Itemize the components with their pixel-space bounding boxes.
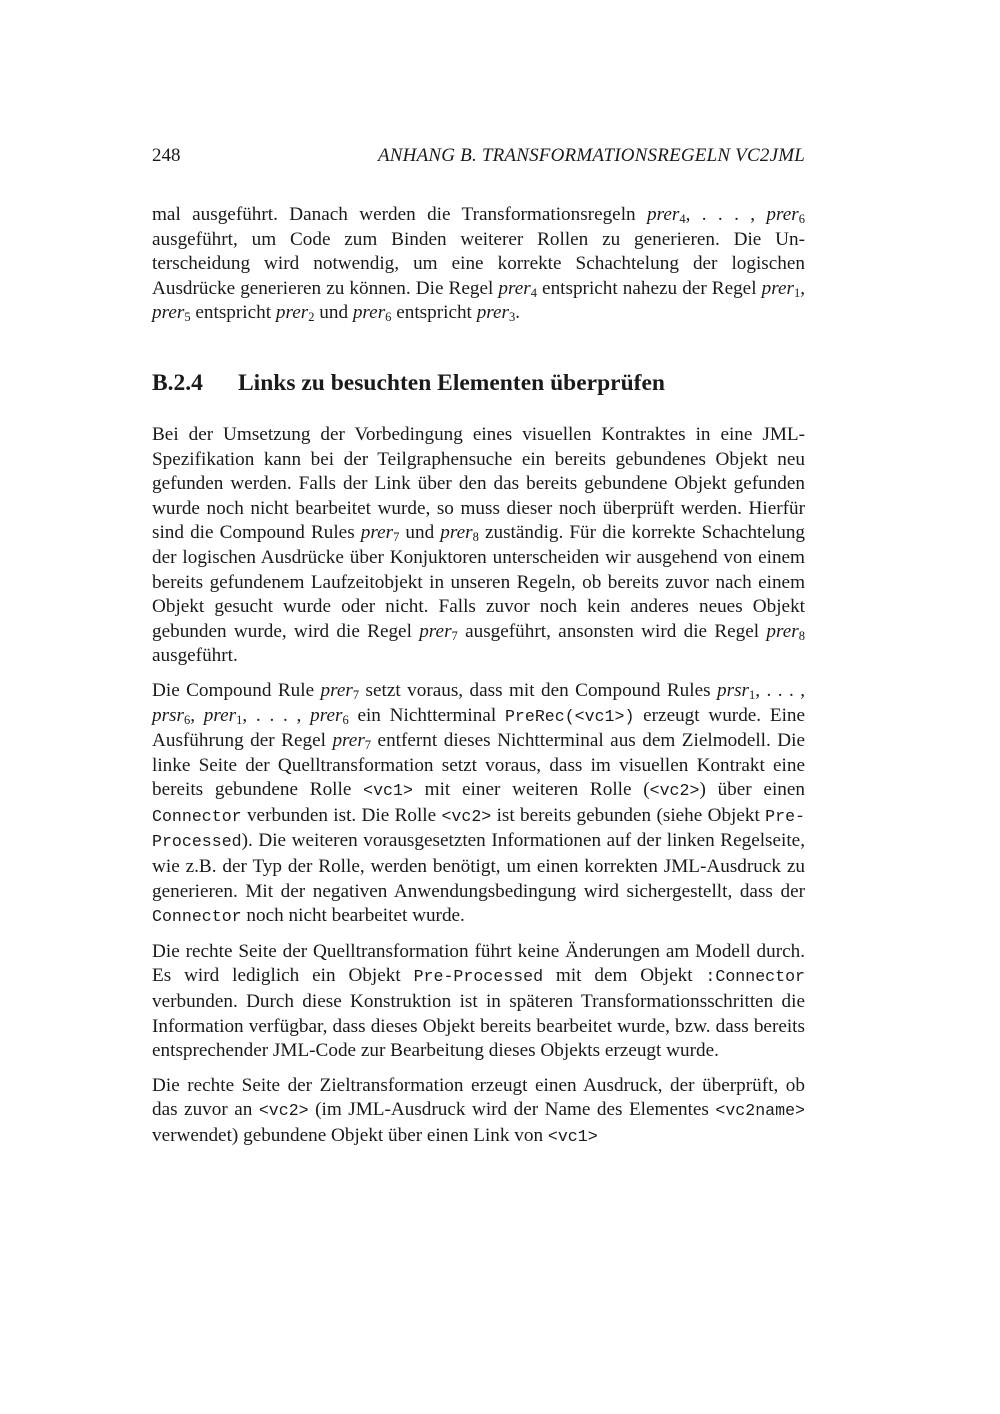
paragraph-right-side-source: Die rechte Seite der Quelltransformation führt keine Änderungen am Modell durch. Es wird lediglich ein Objekt Pre-Processed mit dem Objekt :Connector verbunden. Durch diese Konstruktion ist in späteren Transformationsschritten die Information verfügbar, dass dieses Objekt bereits bearbeitet wurde, bzw. dass bereits entsprechender JML-Code zur Bearbeitung dieses Objekts erzeugt wurde. — [152, 940, 805, 1062]
page-number: 248 — [152, 145, 181, 166]
running-title: ANHANG B. TRANSFORMATIONSREGELN VC2JML — [378, 145, 805, 166]
paragraph-right-side-target: Die rechte Seite der Zieltransformation erzeugt einen Ausdruck, der überprüft, ob das zuvor an <vc2> (im JML-Ausdruck wird der Name des Elementes <vc2name> verwendet) gebundene Objekt über einen Link von <vc1> — [152, 1074, 805, 1146]
page — [152, 145, 805, 1150]
paragraph-compound-rule: Die Compound Rule prer$_7$ setzt voraus, dass mit den Compound Rules prsr$_1$, . . . , prsr$_6$, prer$_1$, . . . , prer$_6$ ein Nichtterminal PreRec(<vc1>) erzeugt wurde. Eine Ausführung der Regel prer$_7$ entfernt dieses Nichtterminal aus dem Zielmodell. Die linke Seite der Quelltransformation setzt voraus, dass im visuellen Kontrakt eine bereits gebundene Rolle <vc1> mit einer weiteren Rolle (<vc2>) über einen Connector verbunden ist. Die Rolle <vc2> ist bereits gebunden (siehe Objekt Pre-Processed). Die weiteren vorausgesetzten Informationen auf der linken Regelseite, wie z.B. der Typ der Rolle, werden benötigt, um einen korrekten JML-Ausdruck zu generieren. Mit der negativen Anwendungsbedingung wird sichergestellt, dass der Connector noch nicht bearbeitet wurde. — [152, 679, 806, 927]
section-heading — [152, 370, 805, 397]
paragraph-intro: Bei der Umsetzung der Vorbedingung eines visuellen Kontraktes in eine JML-Spezifikation kann bei der Teilgraphensuche ein bereits gebundenes Objekt neu gefunden werden. Falls der Link über den das bereits gebundene Objekt gefunden wurde noch nicht bearbeitet wurde, so muss dieser noch überprüft werden. Hierfür sind die Compound Rules prer$_7$ und prer$_8$ zuständig. Für die korrekte Schachtelung der logischen Ausdrücke über Konjuktoren unterscheiden wir ausgehend von einem bereits gefundenem Laufzeitobjekt in unseren Regeln, ob bereits zuvor nach einem Objekt gesucht wurde oder nicht. Falls zuvor noch kein anderes neues Objekt gebunden wurde, wird die Regel prer$_7$ ausgeführt, ansonsten wird die Regel prer$_8$ ausgeführt. — [152, 423, 806, 667]
section-number: B.2.4 — [152, 369, 203, 396]
paragraph-continuation: mal ausgeführt. Danach werden die Transformationsregeln prer$_4$, . . . , prer$_6$ ausgeführt, um Code zum Binden weiterer Rollen zu generieren. Die Unterscheidung wird notwendig, um eine korrekte Schachtelung der logischen Ausdrücke generieren zu können. Die Regel prer$_4$ entspricht nahezu der Regel prer$_1$, prer$_5$ entspricht prer$_2$ und prer$_6$ entspricht prer$_3$. — [152, 204, 806, 325]
section-title: Links zu besuchten Elementen überprüfen — [238, 369, 665, 396]
running-header — [152, 145, 805, 175]
